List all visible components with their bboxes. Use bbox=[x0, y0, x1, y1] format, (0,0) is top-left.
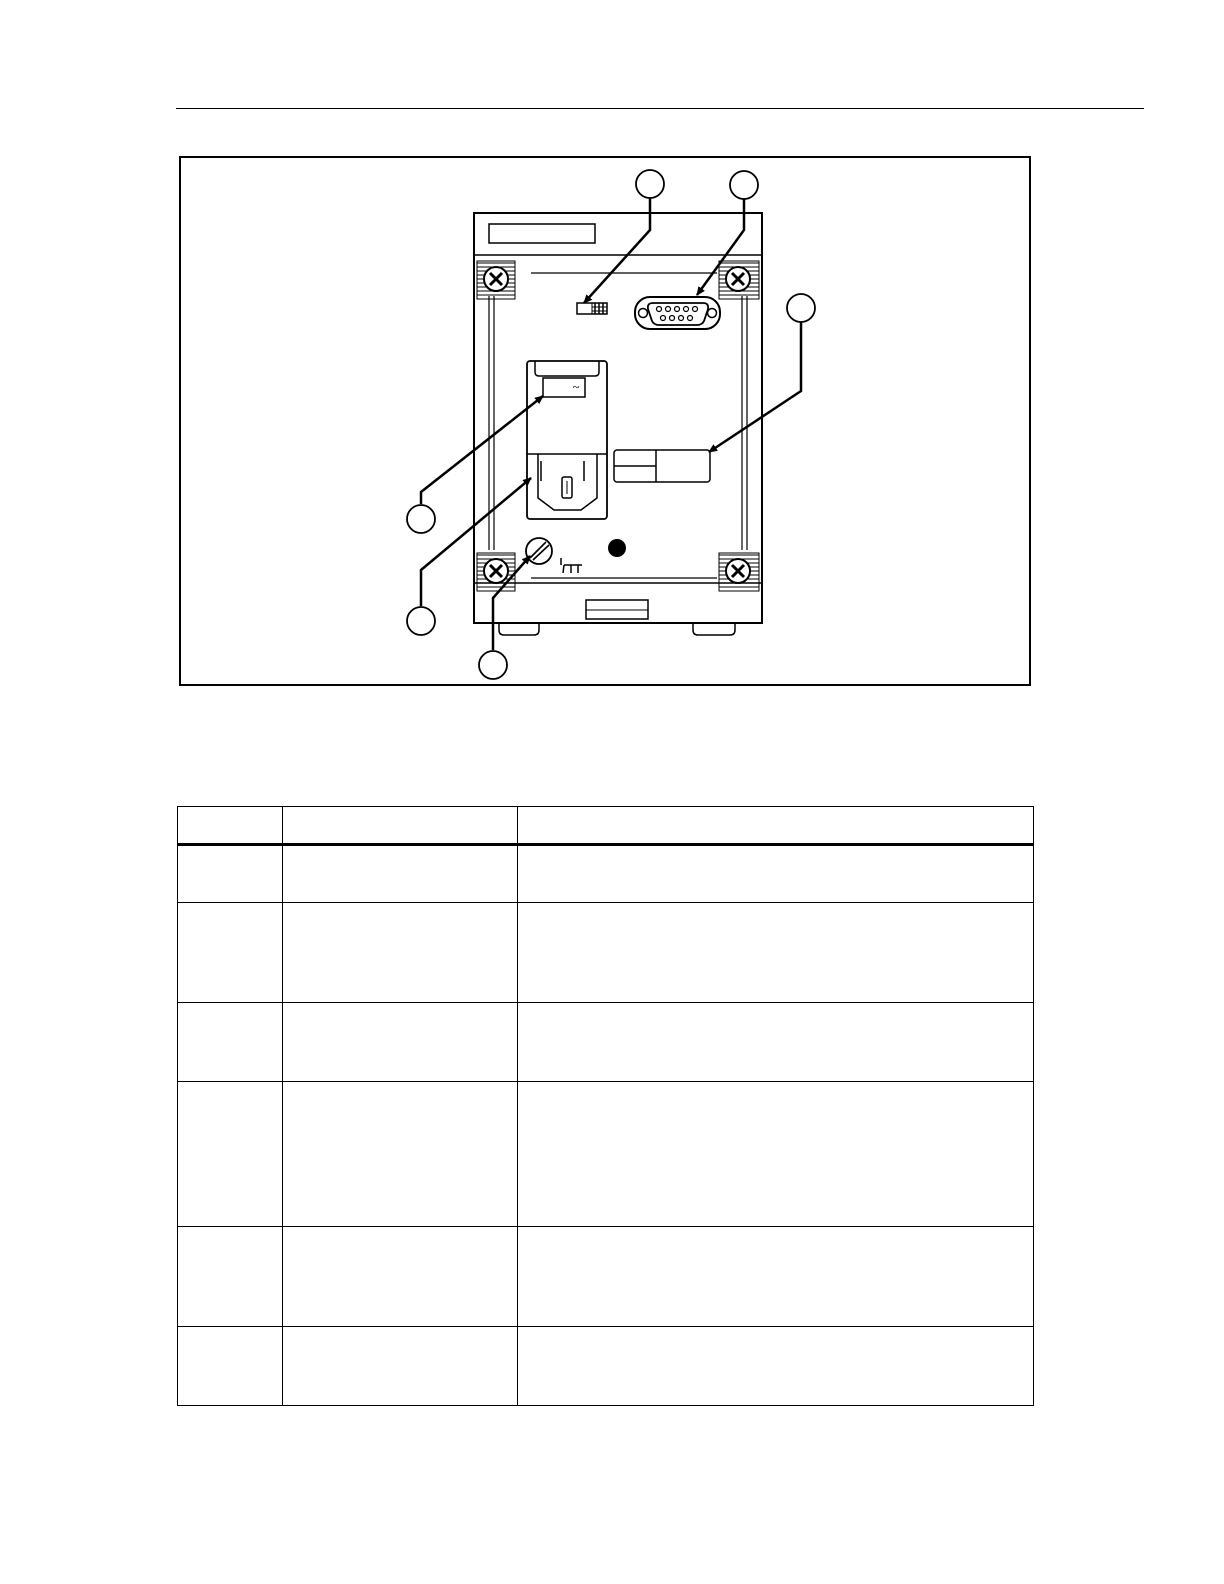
corner-screw-top-right bbox=[719, 261, 759, 299]
table-cell bbox=[178, 845, 283, 903]
callout-circle-6 bbox=[479, 651, 507, 679]
ac-symbol: ~ bbox=[572, 379, 580, 394]
table-cell bbox=[178, 1003, 283, 1082]
rating-label bbox=[614, 450, 710, 482]
table-header-row bbox=[178, 807, 1034, 845]
callout-circle-3 bbox=[787, 294, 815, 322]
rear-panel-table bbox=[177, 806, 1034, 1406]
table-cell bbox=[283, 1227, 518, 1327]
header-cell-description bbox=[518, 807, 1034, 845]
table-cell bbox=[283, 903, 518, 1003]
serial-connector bbox=[635, 297, 720, 329]
rear-panel-figure bbox=[179, 156, 1031, 686]
table-cell bbox=[178, 1327, 283, 1406]
table-cell bbox=[518, 1227, 1034, 1327]
corner-screw-top-left bbox=[477, 261, 515, 299]
table-row bbox=[178, 1327, 1034, 1406]
table-row bbox=[178, 903, 1034, 1003]
power-entry-module bbox=[527, 361, 607, 519]
table-cell bbox=[283, 1327, 518, 1406]
header-cell-item bbox=[178, 807, 283, 845]
table-cell bbox=[178, 1227, 283, 1327]
table-cell bbox=[518, 903, 1034, 1003]
table-row bbox=[178, 1082, 1034, 1227]
ground-terminal bbox=[526, 538, 552, 564]
callout-circle-4 bbox=[407, 505, 435, 533]
corner-screw-bottom-left bbox=[477, 553, 515, 591]
table-cell bbox=[518, 1327, 1034, 1406]
table-row bbox=[178, 845, 1034, 903]
table-cell bbox=[518, 1082, 1034, 1227]
table-cell bbox=[518, 845, 1034, 903]
table-row bbox=[178, 1003, 1034, 1082]
callout-circle-5 bbox=[407, 607, 435, 635]
table-cell bbox=[283, 1082, 518, 1227]
label-plate bbox=[489, 224, 595, 243]
header-cell-name bbox=[283, 807, 518, 845]
corner-screw-bottom-right bbox=[719, 553, 759, 591]
foot-right bbox=[693, 623, 735, 635]
callout-circle-2 bbox=[730, 171, 758, 199]
rear-panel-drawing bbox=[181, 158, 1033, 688]
table-row bbox=[178, 1227, 1034, 1327]
table-cell bbox=[283, 1003, 518, 1082]
foot-left bbox=[499, 623, 539, 635]
callout-circle-1 bbox=[636, 170, 664, 198]
slide-switch bbox=[577, 303, 607, 314]
indicator-dot bbox=[608, 539, 626, 557]
header-rule bbox=[176, 108, 1144, 109]
table-cell bbox=[178, 903, 283, 1003]
table-cell bbox=[283, 845, 518, 903]
table-cell bbox=[518, 1003, 1034, 1082]
table-cell bbox=[178, 1082, 283, 1227]
chassis-ground-icon bbox=[561, 558, 582, 573]
